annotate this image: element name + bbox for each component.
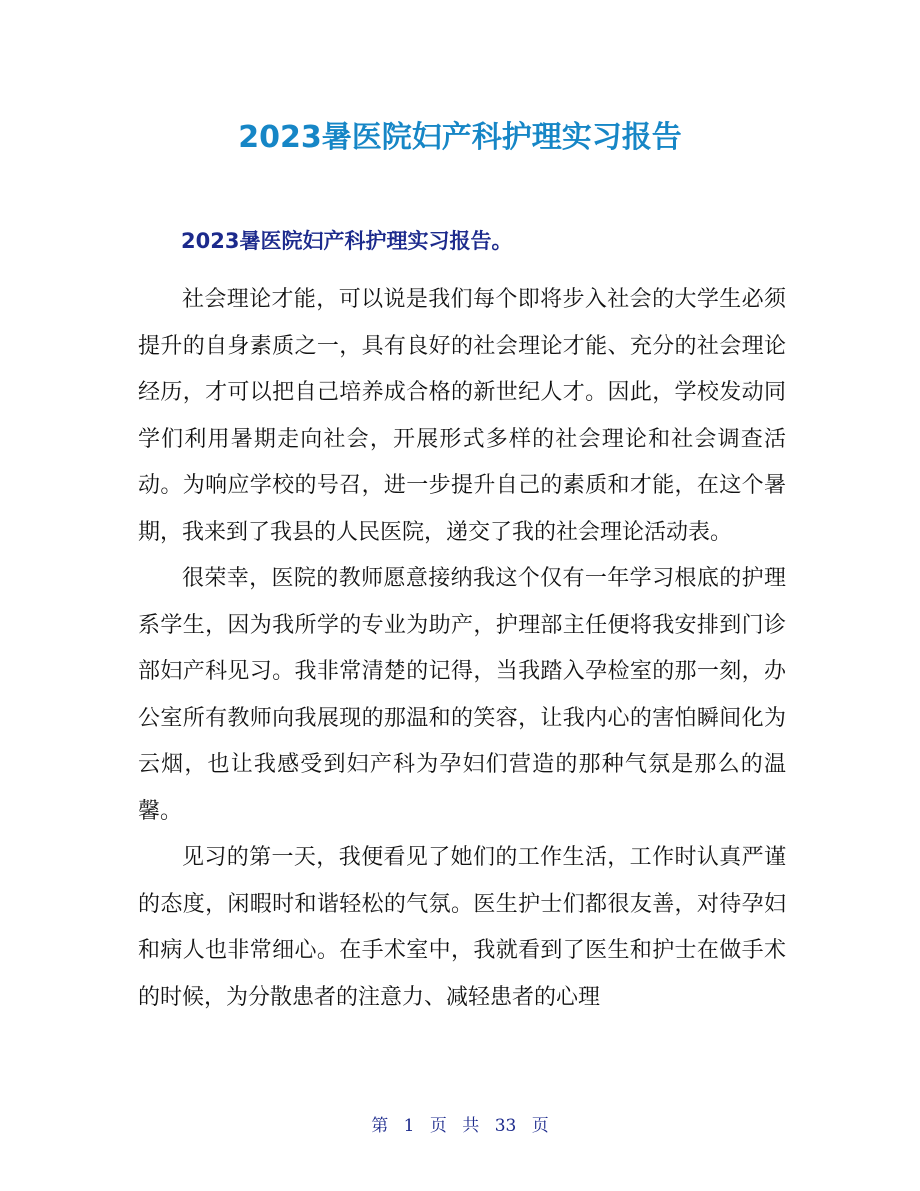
paragraph: 见习的第一天，我便看见了她们的工作生活，工作时认真严谨的态度，闲暇时和谐轻松的气氛。医生护士们都很友善，对待孕妇和病人也非常细心。在手术室中，我就看到了医生和护士在做手术的时候，为分散患者的注意力、减轻患者的心理: [138, 845, 786, 1010]
footer-current-page: 1: [403, 1116, 415, 1136]
footer-total-pages: 33: [494, 1116, 517, 1136]
footer-total-suffix: 页: [531, 1116, 549, 1136]
document-title: 2023暑医院妇产科护理实习报告: [238, 120, 682, 155]
page-footer: [0, 1112, 920, 1140]
footer-page-word: 页: [429, 1116, 447, 1136]
paragraph: 很荣幸，医院的教师愿意接纳我这个仅有一年学习根底的护理系学生，因为我所学的专业为助产，护理部主任便将我安排到门诊部妇产科见习。我非常清楚的记得，当我踏入孕检室的那一刻，办公室所有教师向我展现的那温和的笑容，让我内心的害怕瞬间化为云烟，也让我感受到妇产科为孕妇们营造的那种气氛是那么的温馨。: [138, 566, 786, 824]
document-body: [138, 277, 786, 1021]
document-subheading: 2023暑医院妇产科护理实习报告。: [181, 229, 513, 253]
paragraph: 社会理论才能，可以说是我们每个即将步入社会的大学生必须提升的自身素质之一，具有良好的社会理论才能、充分的社会理论经历，才可以把自己培养成合格的新世纪人才。因此，学校发动同学们利用暑期走向社会，开展形式多样的社会理论和社会调查活动。为响应学校的号召，进一步提升自己的素质和才能，在这个暑期，我来到了我县的人民医院，递交了我的社会理论活动表。: [138, 287, 786, 545]
footer-total-prefix: 共: [462, 1116, 480, 1136]
footer-page-prefix: 第: [371, 1116, 389, 1136]
